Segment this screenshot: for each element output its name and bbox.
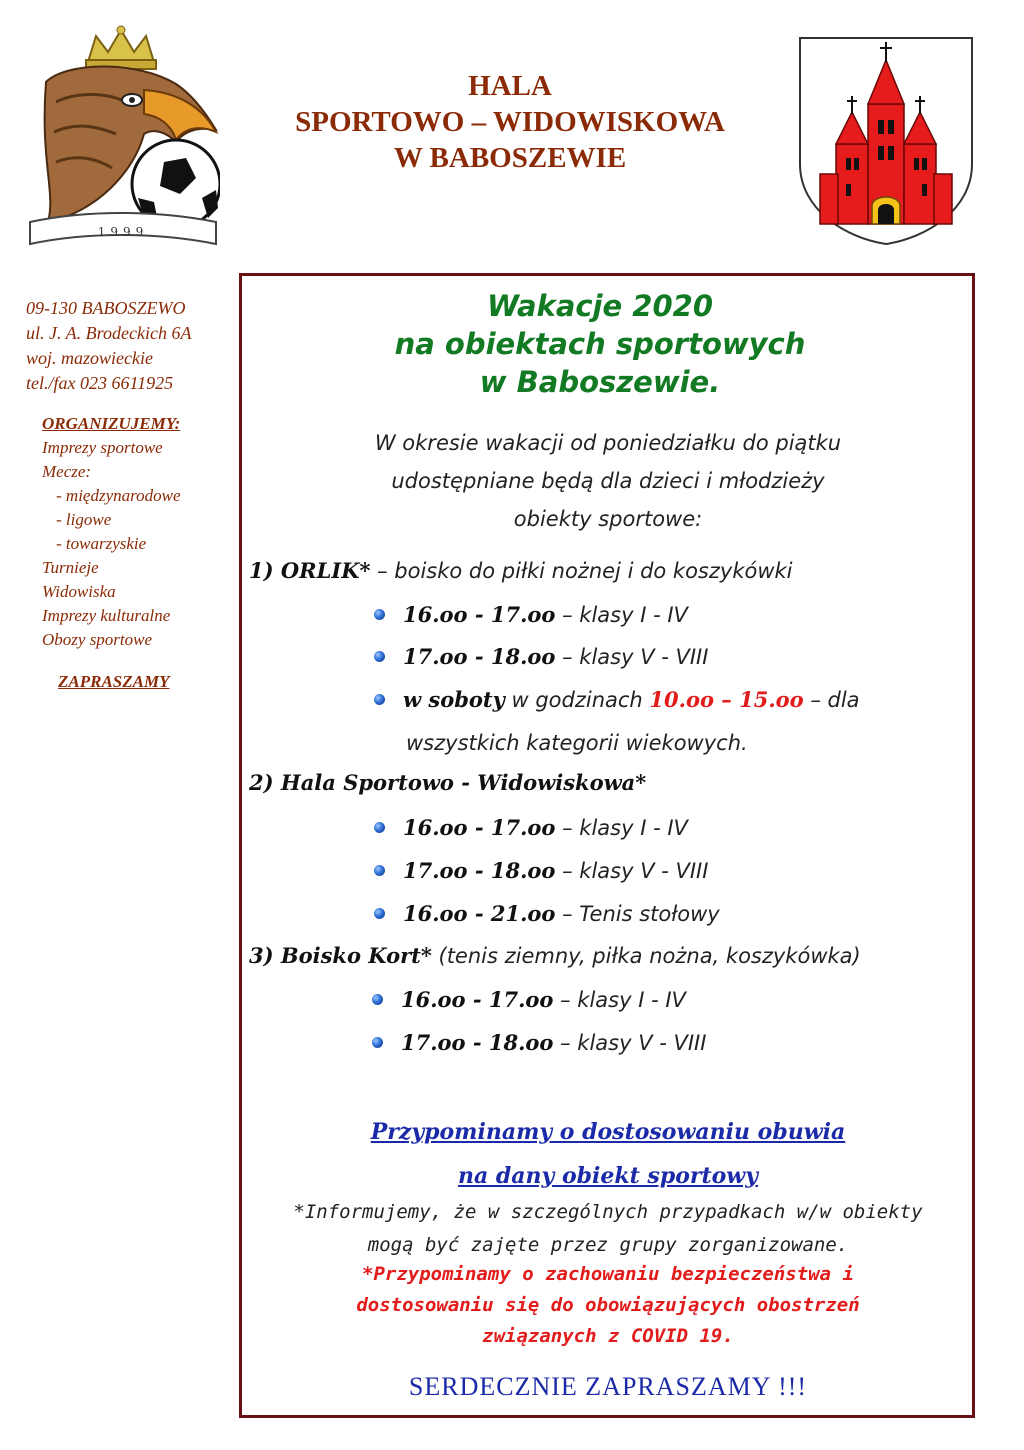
sidebar-invite: ZAPRASZAMY bbox=[58, 672, 170, 691]
list-item: - ligowe bbox=[56, 510, 112, 529]
main-title-line-2: na obiektach sportowych bbox=[394, 327, 806, 361]
schedule-row bbox=[372, 1028, 706, 1058]
footwear-reminder bbox=[244, 1110, 972, 1198]
schedule-time: 16.oo - 21.oo bbox=[403, 901, 556, 926]
list-item: Imprezy sportowe bbox=[42, 438, 163, 457]
bullet-icon bbox=[372, 994, 383, 1005]
intro-line-1: W okresie wakacji od poniedziałku do piątku bbox=[374, 431, 842, 455]
schedule-time: 16.oo - 17.oo bbox=[401, 987, 554, 1012]
bullet-icon bbox=[374, 908, 385, 919]
warning-line-1: *Przypominamy o zachowaniu bezpieczeństwa i bbox=[362, 1263, 854, 1285]
title-line-3: W BABOSZEWIE bbox=[393, 142, 627, 174]
list-item: - towarzyskie bbox=[56, 534, 147, 553]
schedule-time: 16.oo - 17.oo bbox=[403, 815, 556, 840]
header-title bbox=[240, 68, 780, 176]
intro-text bbox=[244, 424, 972, 538]
schedule-row bbox=[374, 600, 688, 630]
saturday-text: w godzinach bbox=[504, 688, 650, 712]
list-item: Turnieje bbox=[42, 558, 99, 577]
address-line-3: woj. mazowieckie bbox=[26, 348, 153, 368]
bullet-icon bbox=[372, 1037, 383, 1048]
schedule-time: 16.oo - 17.oo bbox=[403, 602, 556, 627]
schedule-row bbox=[374, 813, 688, 843]
address-line-1: 09-130 BABOSZEWO bbox=[26, 298, 186, 318]
schedule-time: 17.oo - 18.oo bbox=[403, 858, 556, 883]
reminder-line-2: na dany obiekt sportowy bbox=[457, 1163, 759, 1189]
list-item: Imprezy kulturalne bbox=[42, 606, 171, 625]
club-logo-eagle bbox=[26, 22, 220, 254]
list-item: - międzynarodowe bbox=[56, 486, 181, 505]
schedule-row bbox=[374, 899, 720, 929]
bullet-icon bbox=[374, 651, 385, 662]
schedule-row bbox=[372, 985, 686, 1015]
address-line-2: ul. J. A. Brodeckich 6A bbox=[26, 323, 192, 343]
schedule-time: 17.oo - 18.oo bbox=[403, 644, 556, 669]
schedule-time: 17.oo - 18.oo bbox=[401, 1030, 554, 1055]
note-line-1: *Informujemy, że w szczególnych przypadkach w/w obiekty bbox=[293, 1201, 923, 1223]
title-line-2: SPORTOWO – WIDOWISKOWA bbox=[295, 106, 725, 138]
section-heading: 3) Boisko Kort* bbox=[249, 943, 432, 968]
section-hala-heading bbox=[249, 768, 969, 798]
saturday-tail: – dla bbox=[803, 688, 860, 712]
warning-line-2: dostosowaniu się do obowiązujących obostrzeń bbox=[356, 1294, 860, 1316]
schedule-text: – klasy I - IV bbox=[553, 988, 686, 1012]
note-line-2: mogą być zajęte przez grupy zorganizowane. bbox=[367, 1234, 849, 1256]
section-description: – boisko do piłki nożnej i do koszykówki bbox=[370, 559, 793, 583]
closing-invitation: SERDECZNIE ZAPRASZAMY !!! bbox=[408, 1372, 808, 1401]
bullet-icon bbox=[374, 865, 385, 876]
schedule-text: – klasy V - VIII bbox=[555, 859, 709, 883]
schedule-row bbox=[374, 856, 708, 886]
section-heading: 2) Hala Sportowo - Widowiskowa* bbox=[249, 770, 647, 795]
bullet-icon bbox=[374, 609, 385, 620]
coat-of-arms-church bbox=[796, 34, 976, 246]
organize-list bbox=[26, 436, 232, 652]
intro-line-3: obiekty sportowe: bbox=[513, 507, 703, 531]
saturday-line-2: wszystkich kategorii wiekowych. bbox=[406, 731, 748, 755]
section-heading: 1) ORLIK* bbox=[249, 558, 371, 583]
main-title-line-1: Wakacje 2020 bbox=[486, 289, 714, 323]
schedule-row-saturday bbox=[374, 685, 860, 715]
list-item: Obozy sportowe bbox=[42, 630, 153, 649]
main-title-line-3: w Baboszewie. bbox=[479, 365, 721, 399]
saturday-hours: 10.oo – 15.oo bbox=[649, 687, 804, 712]
warning-line-3: związanych z COVID 19. bbox=[482, 1325, 734, 1347]
covid-warning bbox=[244, 1259, 972, 1352]
main-title bbox=[240, 287, 960, 401]
sidebar-info bbox=[26, 296, 232, 694]
section-description: (tenis ziemny, piłka nożna, koszykówka) bbox=[431, 944, 861, 968]
schedule-row bbox=[374, 642, 708, 672]
saturday-label: w soboty bbox=[403, 687, 505, 712]
logo-year: 1999 bbox=[97, 225, 149, 239]
schedule-text: – Tenis stołowy bbox=[555, 902, 720, 926]
address-phone: tel./fax 023 6611925 bbox=[26, 373, 174, 393]
bullet-icon bbox=[374, 694, 385, 705]
schedule-text: – klasy I - IV bbox=[555, 816, 688, 840]
intro-line-2: udostępniane będą dla dzieci i młodzieży bbox=[391, 469, 825, 493]
title-line-1: HALA bbox=[468, 70, 552, 102]
info-note bbox=[244, 1196, 972, 1262]
section-orlik-heading bbox=[249, 556, 969, 586]
schedule-text: – klasy I - IV bbox=[555, 603, 688, 627]
list-item: Mecze: bbox=[42, 462, 92, 481]
list-item: Widowiska bbox=[42, 582, 116, 601]
reminder-line-1: Przypominamy o dostosowaniu obuwia bbox=[370, 1119, 846, 1145]
organize-heading: ORGANIZUJEMY: bbox=[42, 414, 181, 433]
crown-icon bbox=[86, 26, 156, 69]
schedule-text: – klasy V - VIII bbox=[555, 645, 709, 669]
section-kort-heading bbox=[249, 941, 969, 971]
schedule-text: – klasy V - VIII bbox=[553, 1031, 707, 1055]
bullet-icon bbox=[374, 822, 385, 833]
